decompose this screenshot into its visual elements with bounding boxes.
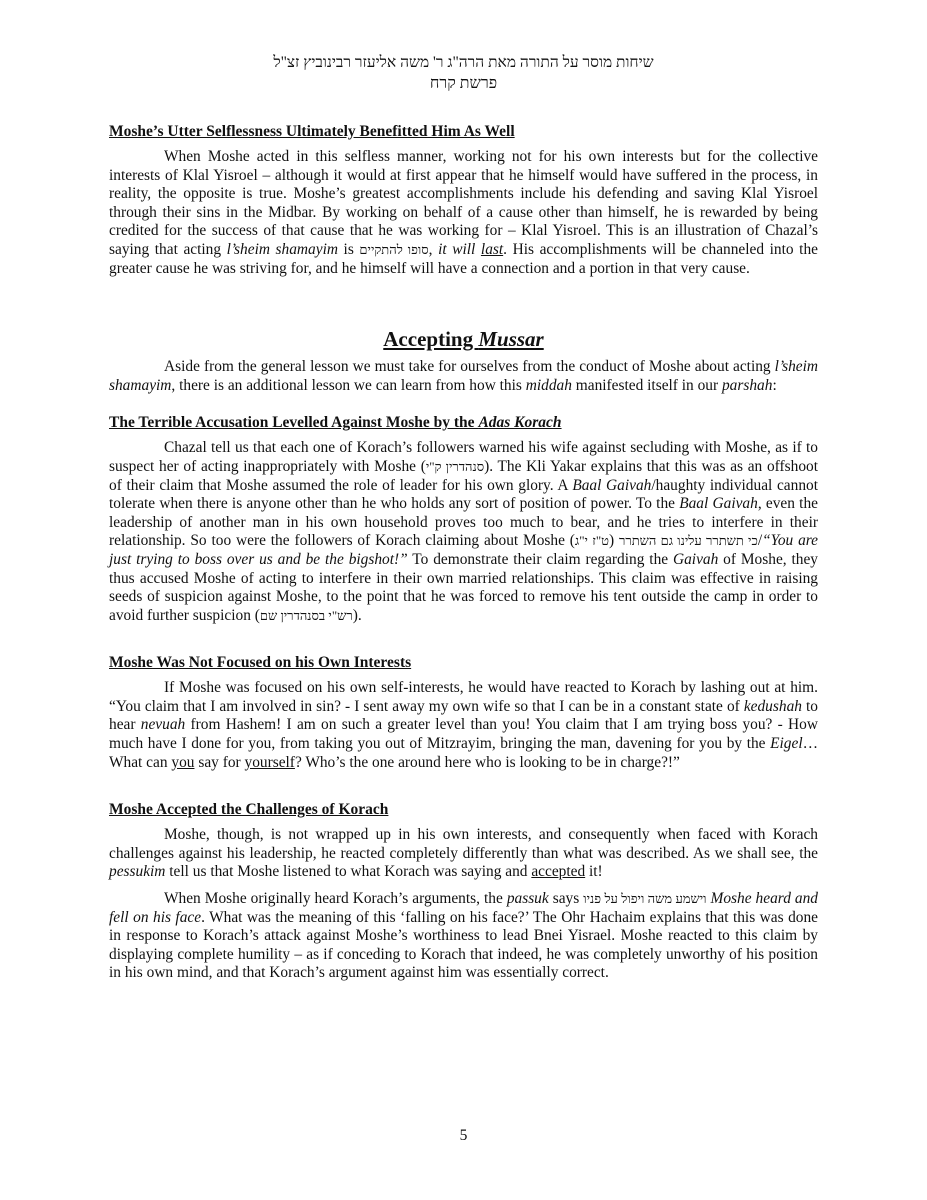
header-series-title: שיחות מוסר על התורה מאת הרה"ג ר' משה אליעזר רבינוביץ זצ"ל: [273, 54, 654, 71]
chapter-title: Accepting Mussar: [383, 327, 544, 352]
paragraph: When Moshe acted in this selfless manner, working not for his own interests but for the collective interests of Klal Yisroel – although it would at first appear that he himself would have suffered in the process, in reality, the opposite is true. Moshe’s greatest accomplishments include his defending and saving Klal Yisroel through their sins in the Midbar. By working on behalf of a cause other than himself, he is rewarded by being credited for the success of that cause that he was working for – Klal Yisroel. This is an illustration of Chazal’s saying that acting l’sheim shamayim is סופו להתקיים, it will last. His accomplishments will be channeled into the greater cause he was striving for, and he himself will have a connection and a portion in that very cause.: [109, 148, 818, 277]
document-page: [109, 52, 818, 983]
header-parsha: פרשת קרח: [429, 75, 498, 92]
section-heading-challenges: Moshe Accepted the Challenges of Korach: [109, 801, 389, 819]
paragraph: Aside from the general lesson we must take for ourselves from the conduct of Moshe about acting l’sheim shamayim, there is an additional lesson we can learn from how this middah manifested itself in our parshah:: [109, 358, 818, 394]
paragraph: Moshe, though, is not wrapped up in his own interests, and consequently when faced with Korach challenges against his leadership, he reacted completely differently than what was described. As we shall see, the pessukim tell us that Moshe listened to what Korach was saying and accepted it!: [109, 826, 818, 881]
paragraph: Chazal tell us that each one of Korach’s followers warned his wife against secluding with Moshe, as if to suspect her of acting inappropriately with Moshe (סנהדרין ק"י). The Kli Yakar explains that this was as an offshoot of their claim that Moshe assumed the role of leader for his own glory. A Baal Gaivah/haughty individual cannot tolerate when there is anyone other than he who holds any sort of position of power. To the Baal Gaivah, even the leadership of another man in his own household proves too much to bear, and he tries to interfere in their relationship. So too were the followers of Korach claiming about Moshe (ט"ז י"ג) כי תשתרר עלינו גם השתרר/“You are just trying to boss over us and be the bigshot!” To demonstrate their claim regarding the Gaivah of Moshe, they thus accused Moshe of acting to interfere in their own married relationships. This claim was effective in raising seeds of suspicion against Moshe, to the point that he was forced to remove his tent outside the camp in order to avoid further suspicion (רש"י בסנהדרין שם).: [109, 439, 819, 624]
section-heading-own-interests: Moshe Was Not Focused on his Own Interests: [109, 654, 412, 672]
section-heading-accusation: The Terrible Accusation Levelled Against Moshe by the Adas Korach: [109, 414, 562, 432]
running-header: [109, 52, 818, 94]
paragraph: When Moshe originally heard Korach’s arguments, the passuk says וישמע משה ויפול על פניו Moshe heard and fell on his face. What was the meaning of this ‘falling on his face?’ The Ohr Hachaim explains that this was done in response to Korach’s attack against Moshe’s worthiness to lead Bnei Yisrael. Moshe reacted to this claim by displaying complete humility – as if conceding to Korach that indeed, he was completely unworthy of his position in his own mind, and that Korach’s argument against him was essentially correct.: [109, 890, 819, 982]
section-heading-selflessness: Moshe’s Utter Selflessness Ultimately Benefitted Him As Well: [109, 123, 515, 140]
page-number: 5: [459, 1127, 468, 1144]
paragraph: If Moshe was focused on his own self-interests, he would have reacted to Korach by lashing out at him. “You claim that I am involved in sin? - I sent away my own wife so that I can be in a constant state of kedushah to hear nevuah from Hashem! I am on such a greater level than you! You claim that I am trying boss you? - How much have I done for you, from taking you out of Mitzrayim, bringing the man, davening for you by the Eigel… What can you say for yourself? Who’s the one around here who is looking to be in charge?!”: [109, 679, 818, 771]
